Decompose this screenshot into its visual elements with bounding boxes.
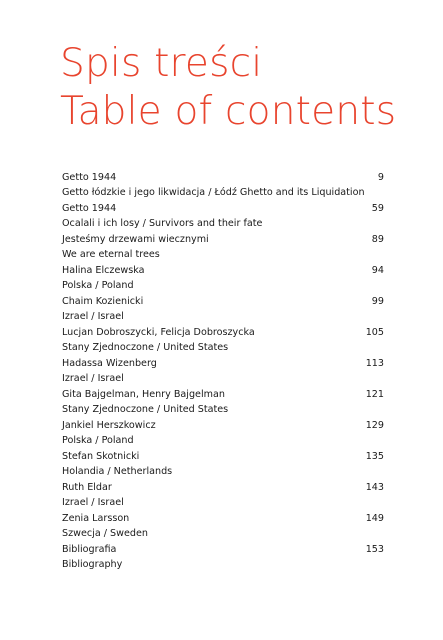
- toc-entry-page-number: 113: [365, 358, 384, 369]
- toc-entry[interactable]: [62, 387, 384, 418]
- toc-entry-subtitle: Polska / Poland: [62, 435, 134, 446]
- toc-entry-title: Zenia Larsson: [62, 513, 130, 524]
- toc-entry[interactable]: [62, 418, 384, 449]
- toc-entry[interactable]: [62, 542, 384, 573]
- toc-entry-subtitle: Stany Zjednoczone / United States: [62, 342, 229, 353]
- toc-entry-title: Halina Elczewska: [62, 265, 145, 276]
- toc-entry-subtitle: Holandia / Netherlands: [62, 466, 173, 477]
- toc-entry[interactable]: [62, 263, 384, 294]
- toc-entry-title: Stefan Skotnicki: [62, 451, 140, 462]
- toc-entry[interactable]: [62, 449, 384, 480]
- toc-entry-title: Getto 1944: [62, 172, 117, 183]
- toc-entry-page-number: 153: [365, 544, 384, 555]
- toc-entry-title: Getto 1944: [62, 203, 117, 214]
- toc-entry-title: Ruth Eldar: [62, 482, 112, 493]
- toc-entry-page-number: 89: [371, 234, 384, 245]
- toc-entry-title: Hadassa Wizenberg: [62, 358, 157, 369]
- page-title-polish: Spis treści: [60, 41, 263, 86]
- toc-entry[interactable]: [62, 511, 384, 542]
- toc-entry-subtitle: Izrael / Israel: [62, 373, 124, 384]
- toc-entry[interactable]: [62, 480, 384, 511]
- page-title-english: Table of contents: [60, 89, 397, 134]
- toc-entry-subtitle: Izrael / Israel: [62, 311, 124, 322]
- toc-entry-subtitle: Bibliography: [62, 559, 123, 570]
- page-title: [60, 40, 396, 136]
- toc-entry-subtitle: Stany Zjednoczone / United States: [62, 404, 229, 415]
- toc-entry-subtitle: Szwecja / Sweden: [62, 528, 148, 539]
- table-of-contents: [62, 170, 384, 573]
- toc-entry[interactable]: [62, 294, 384, 325]
- toc-entry[interactable]: [62, 201, 384, 232]
- toc-entry-title: Lucjan Dobroszycki, Felicja Dobroszycka: [62, 327, 255, 338]
- toc-entry-title: Gita Bajgelman, Henry Bajgelman: [62, 389, 225, 400]
- toc-entry-subtitle: Ocalali i ich losy / Survivors and their fate: [62, 218, 263, 229]
- toc-entry-page-number: 149: [365, 513, 384, 524]
- toc-entry[interactable]: [62, 325, 384, 356]
- toc-entry-title: Chaim Kozienicki: [62, 296, 144, 307]
- toc-entry-subtitle: Getto łódzkie i jego likwidacja / Łódź Ghetto and its Liquidation: [62, 187, 365, 198]
- toc-entry-page-number: 143: [365, 482, 384, 493]
- toc-entry-page-number: 94: [371, 265, 384, 276]
- toc-entry-page-number: 129: [365, 420, 384, 431]
- toc-entry-page-number: 105: [365, 327, 384, 338]
- toc-entry-title: Bibliografia: [62, 544, 117, 555]
- toc-entry-page-number: 135: [365, 451, 384, 462]
- toc-entry[interactable]: [62, 170, 384, 201]
- toc-entry-subtitle: We are eternal trees: [62, 249, 160, 260]
- toc-entry-page-number: 99: [371, 296, 384, 307]
- toc-entry-page-number: 9: [377, 172, 384, 183]
- toc-entry[interactable]: [62, 356, 384, 387]
- toc-entry-title: Jankiel Herszkowicz: [62, 420, 156, 431]
- toc-entry-page-number: 121: [365, 389, 384, 400]
- toc-entry-title: Jesteśmy drzewami wiecznymi: [62, 234, 209, 245]
- toc-entry-subtitle: Izrael / Israel: [62, 497, 124, 508]
- toc-entry-page-number: 59: [371, 203, 384, 214]
- toc-entry-subtitle: Polska / Poland: [62, 280, 134, 291]
- toc-entry[interactable]: [62, 232, 384, 263]
